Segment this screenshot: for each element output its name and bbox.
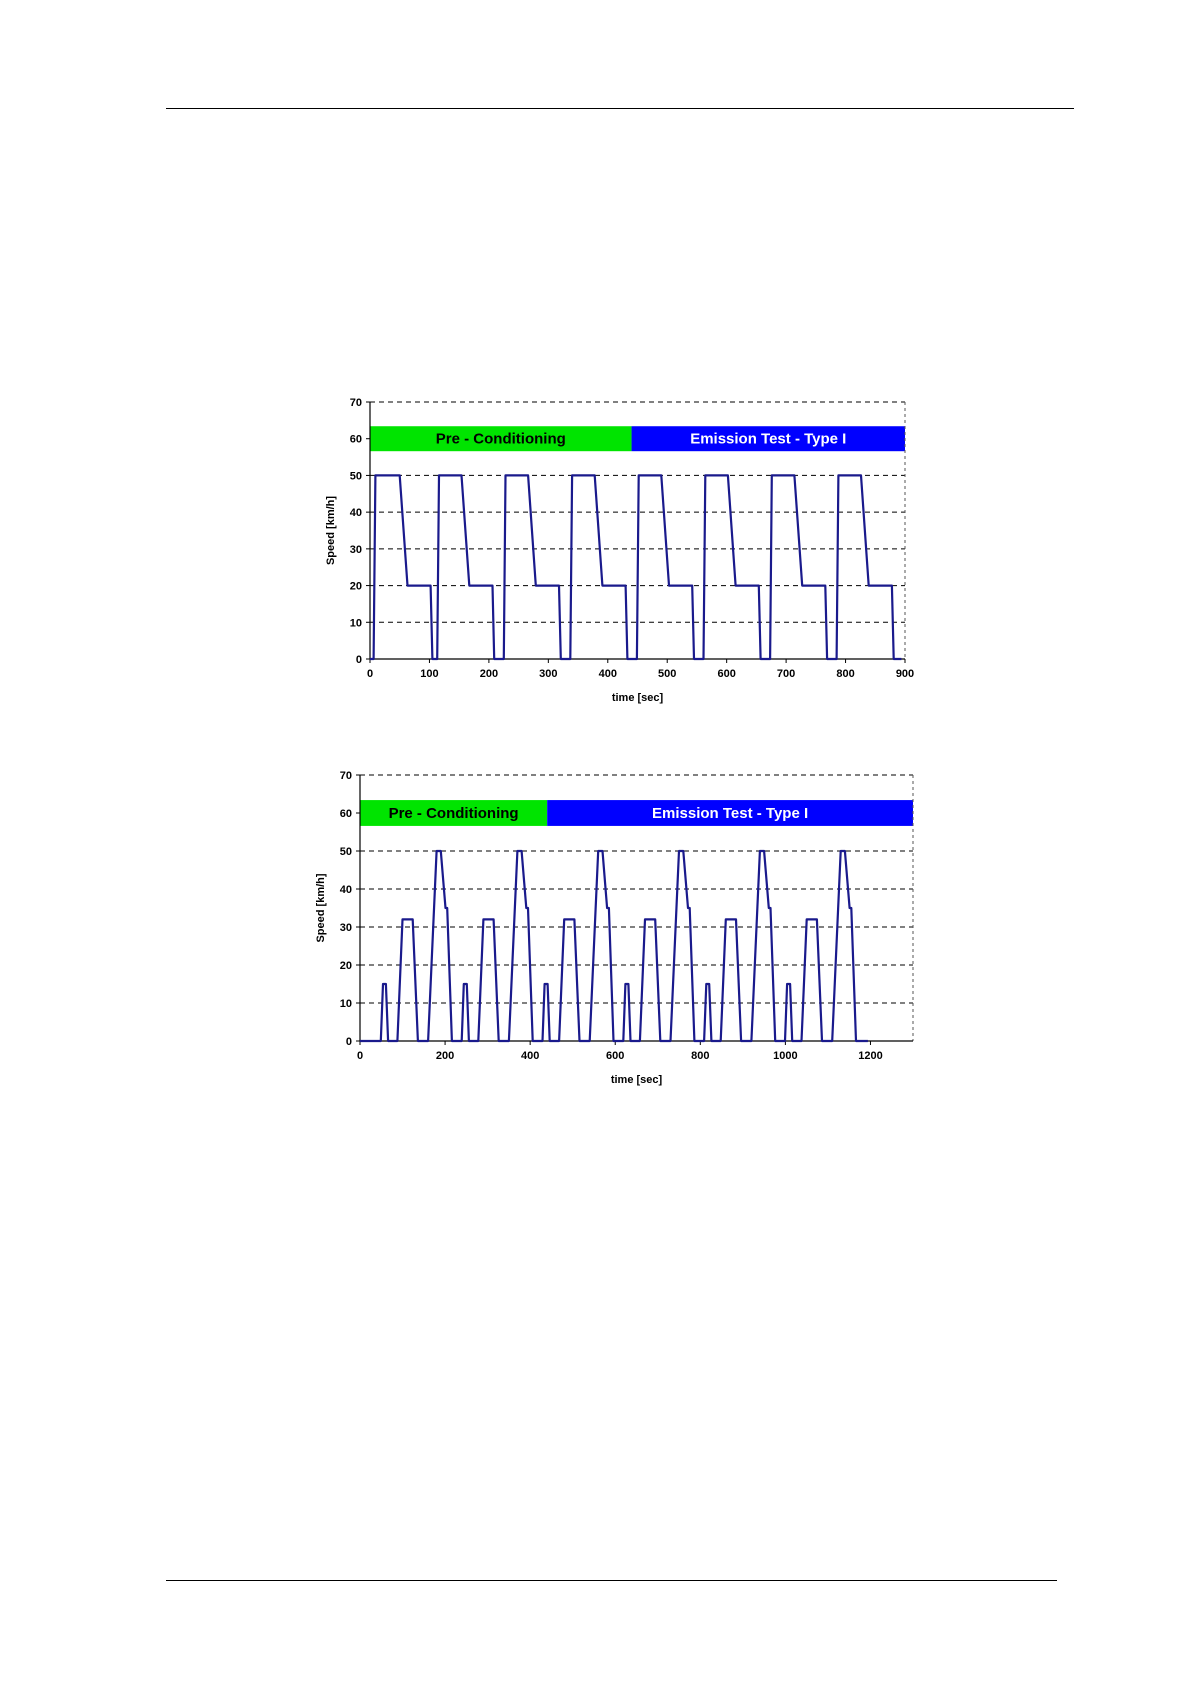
y-axis-title: Speed [km/h] (315, 873, 327, 943)
x-tick-label: 600 (717, 668, 736, 680)
speed-profile-chart-1 (320, 392, 920, 722)
bottom-rule (166, 1580, 1057, 1581)
x-tick-label: 500 (658, 668, 677, 680)
x-tick-label: 600 (606, 1050, 625, 1062)
x-tick-label: 800 (691, 1050, 710, 1062)
y-tick-label: 60 (349, 433, 362, 446)
y-tick-label: 10 (349, 617, 362, 630)
x-tick-label: 800 (836, 668, 855, 680)
speed-trace-line (370, 475, 901, 659)
y-tick-label: 20 (339, 960, 352, 972)
x-tick-label: 400 (520, 1050, 540, 1062)
phase-label: Emission Test - Type I (652, 805, 809, 822)
y-tick-label: 0 (345, 1036, 352, 1048)
speed-profile-chart-2 (310, 766, 930, 1096)
top-rule (166, 108, 1074, 109)
y-tick-label: 40 (349, 507, 362, 520)
x-tick-label: 300 (539, 668, 558, 680)
y-tick-label: 30 (349, 543, 362, 556)
x-tick-label: 1200 (858, 1050, 883, 1062)
phase-label: Pre - Conditioning (435, 430, 566, 448)
y-tick-label: 10 (339, 998, 352, 1010)
y-tick-label: 20 (349, 580, 362, 593)
y-tick-label: 50 (339, 846, 352, 858)
y-tick-label: 70 (339, 770, 352, 782)
y-axis-title: Speed [km/h] (325, 495, 337, 566)
x-tick-label: 100 (420, 668, 439, 680)
y-tick-label: 70 (349, 397, 362, 409)
y-tick-label: 40 (339, 884, 352, 896)
x-tick-label: 0 (366, 668, 374, 680)
y-tick-label: 0 (355, 654, 362, 666)
x-tick-label: 0 (356, 1050, 364, 1062)
phase-label: Emission Test - Type I (690, 430, 847, 448)
x-tick-label: 1000 (773, 1050, 798, 1062)
x-axis-title: time [sec] (611, 692, 664, 704)
y-tick-label: 60 (339, 808, 352, 820)
y-tick-label: 30 (339, 922, 352, 934)
x-tick-label: 200 (479, 668, 499, 680)
speed-trace-line (360, 851, 868, 1041)
y-tick-label: 50 (349, 470, 362, 483)
x-tick-label: 700 (776, 668, 796, 680)
x-tick-label: 400 (598, 668, 617, 680)
x-tick-label: 900 (895, 668, 915, 680)
x-tick-label: 200 (435, 1050, 455, 1062)
x-axis-title: time [sec] (610, 1074, 663, 1086)
phase-label: Pre - Conditioning (388, 805, 519, 822)
